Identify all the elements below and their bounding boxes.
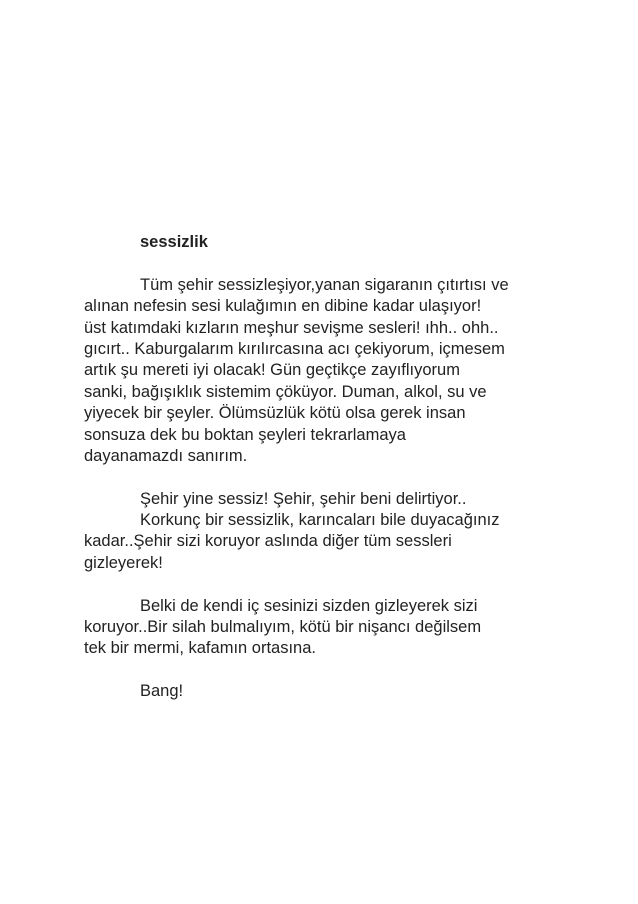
paragraph-line: tek bir mermi, kafamın ortasına. [84,639,316,658]
paragraph-line: Belki de kendi iç sesinizi sizden gizleyerek sizi [140,596,478,615]
paragraph-line: koruyor..Bir silah bulmalıyım, kötü bir nişancı değilsem [84,618,482,637]
paragraph-spacer [84,574,564,595]
paragraph-spacer [84,467,564,488]
paragraph-spacer [84,660,564,681]
paragraph-line: Bang! [140,682,184,701]
paragraph-line: gıcırt.. Kaburgalarım kırılırcasına acı çekiyorum, içmesem [84,339,505,358]
paragraph-1 [84,275,564,468]
paragraph-3 [84,510,564,574]
paragraph-line: sanki, bağışıklık sistemim çöküyor. Duman, alkol, su ve [84,382,487,401]
paragraph-line: kadar..Şehir sizi koruyor aslında diğer tüm sessleri [84,532,452,551]
paragraph-line: sonsuza dek bu boktan şeyleri tekrarlamaya [84,425,406,444]
paragraph-line: alınan nefesin sesi kulağımın en dibine kadar ulaşıyor! [84,297,482,316]
document-body [84,232,564,703]
paragraph-line: yiyecek bir şeyler. Ölümsüzlük kötü olsa gerek insan [84,404,466,423]
paragraph-line: Tüm şehir sessizleşiyor,yanan sigaranın çıtırtısı ve [140,275,509,294]
paragraph-line: Korkunç bir sessizlik, karıncaları bile duyacağınız [140,511,500,530]
paragraph-line: dayanamazdı sanırım. [84,446,248,465]
paragraph-4 [84,596,564,660]
paragraph-line: Şehir yine sessiz! Şehir, şehir beni delirtiyor.. [140,489,467,508]
document-title: sessizlik [140,233,208,251]
paragraph-line: üst katımdaki kızların meşhur sevişme sesleri! ıhh.. ohh.. [84,318,499,337]
paragraph-line: artık şu mereti iyi olacak! Gün geçtikçe zayıflıyorum [84,361,460,380]
paragraph-5 [84,681,564,702]
paragraph-2 [84,489,564,510]
paragraph-spacer [84,253,564,274]
paragraph-line: gizleyerek! [84,553,163,572]
